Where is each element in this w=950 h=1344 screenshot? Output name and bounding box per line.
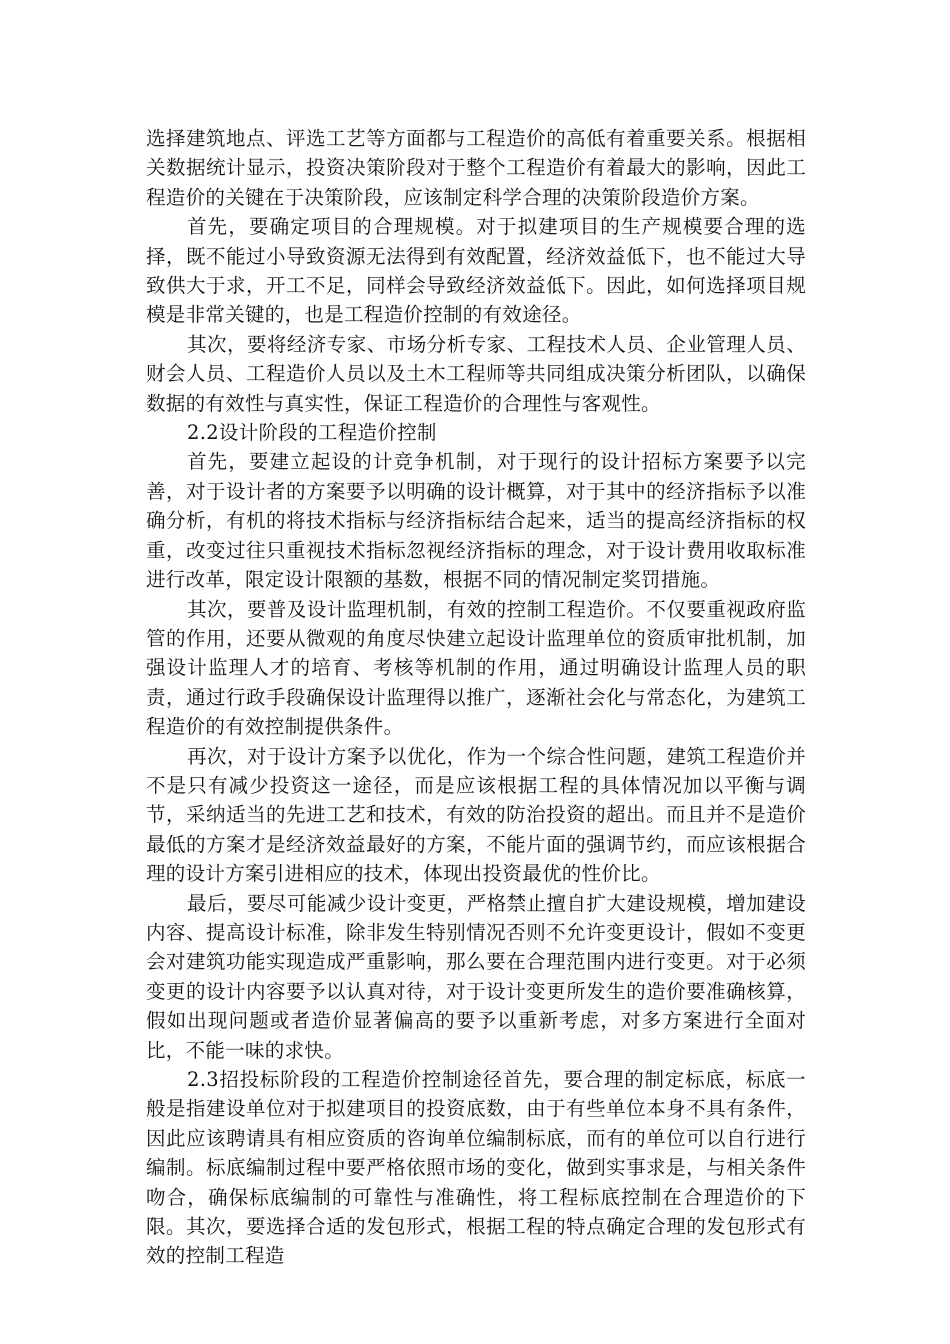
document-body: [146, 124, 806, 1271]
paragraph-decision-stage-intro: 选择建筑地点、评选工艺等方面都与工程造价的高低有着重要关系。根据相关数据统计显示，投资决策阶段对于整个工程造价有着最大的影响，因此工程造价的关键在于决策阶段，应该制定科学合理的决策阶段造价方案。: [146, 127, 806, 209]
section-heading-2-2: 2.2设计阶段的工程造价控制: [187, 421, 437, 445]
paragraph-bidding-stage: 2.3招投标阶段的工程造价控制途径首先，要合理的制定标底，标底一般是指建设单位对于拟建项目的投资底数，由于有些单位本身不具有条件，因此应该聘请具有相应资质的咨询单位编制标底，而有的单位可以自行进行编制。标底编制过程中要严格依照市场的变化，做到实事求是，与相关条件吻合，确保标底编制的可靠性与准确性，将工程标底控制在合理造价的下限。其次，要选择合适的发包形式，根据工程的特点确定合理的发包形式有效的控制工程造: [146, 1068, 806, 1268]
paragraph-design-optimization: 再次，对于设计方案予以优化，作为一个综合性问题，建筑工程造价并不是只有减少投资这一途径，而是应该根据工程的具体情况加以平衡与调节，采纳适当的先进工艺和技术，有效的防治投资的超出。而且并不是造价最低的方案才是经济效益最好的方案，不能片面的强调节约，而应该根据合理的设计方案引进相应的技术，体现出投资最优的性价比。: [146, 744, 806, 886]
paragraph-design-supervision: 其次，要普及设计监理机制，有效的控制工程造价。不仅要重视政府监管的作用，还要从微观的角度尽快建立起设计监理单位的资质审批机制，加强设计监理人才的培育、考核等机制的作用，通过明确设计监理人员的职责，通过行政手段确保设计监理得以推广，逐渐社会化与常态化，为建筑工程造价的有效控制提供条件。: [146, 597, 806, 739]
paragraph-project-scale: 首先，要确定项目的合理规模。对于拟建项目的生产规模要合理的选择，既不能过小导致资源无法得到有效配置，经济效益低下，也不能过大导致供大于求，开工不足，同样会导致经济效益低下。因此，如何选择项目规模是非常关键的，也是工程造价控制的有效途径。: [146, 215, 806, 327]
paragraph-design-competition: 首先，要建立起设的计竞争机制，对于现行的设计招标方案要予以完善，对于设计者的方案要予以明确的设计概算，对于其中的经济指标予以准确分析，有机的将技术指标与经济指标结合起来，适当的提高经济指标的权重，改变过往只重视技术指标忽视经济指标的理念，对于设计费用收取标准进行改革，限定设计限额的基数，根据不同的情况制定奖罚措施。: [146, 450, 806, 592]
paragraph-design-changes: 最后，要尽可能减少设计变更，严格禁止擅自扩大建设规模，增加建设内容、提高设计标准，除非发生特别情况否则不允许变更设计，假如不变更会对建筑功能实现造成严重影响，那么要在合理范围内进行变更。对于必须变更的设计内容要予以认真对待，对于设计变更所发生的造价要准确核算，假如出现问题或者造价显著偏高的要予以重新考虑，对多方案进行全面对比，不能一味的求快。: [146, 891, 806, 1062]
paragraph-decision-team: 其次，要将经济专家、市场分析专家、工程技术人员、企业管理人员、财会人员、工程造价人员以及土木工程师等共同组成决策分析团队，以确保数据的有效性与真实性，保证工程造价的合理性与客观性。: [146, 332, 806, 415]
